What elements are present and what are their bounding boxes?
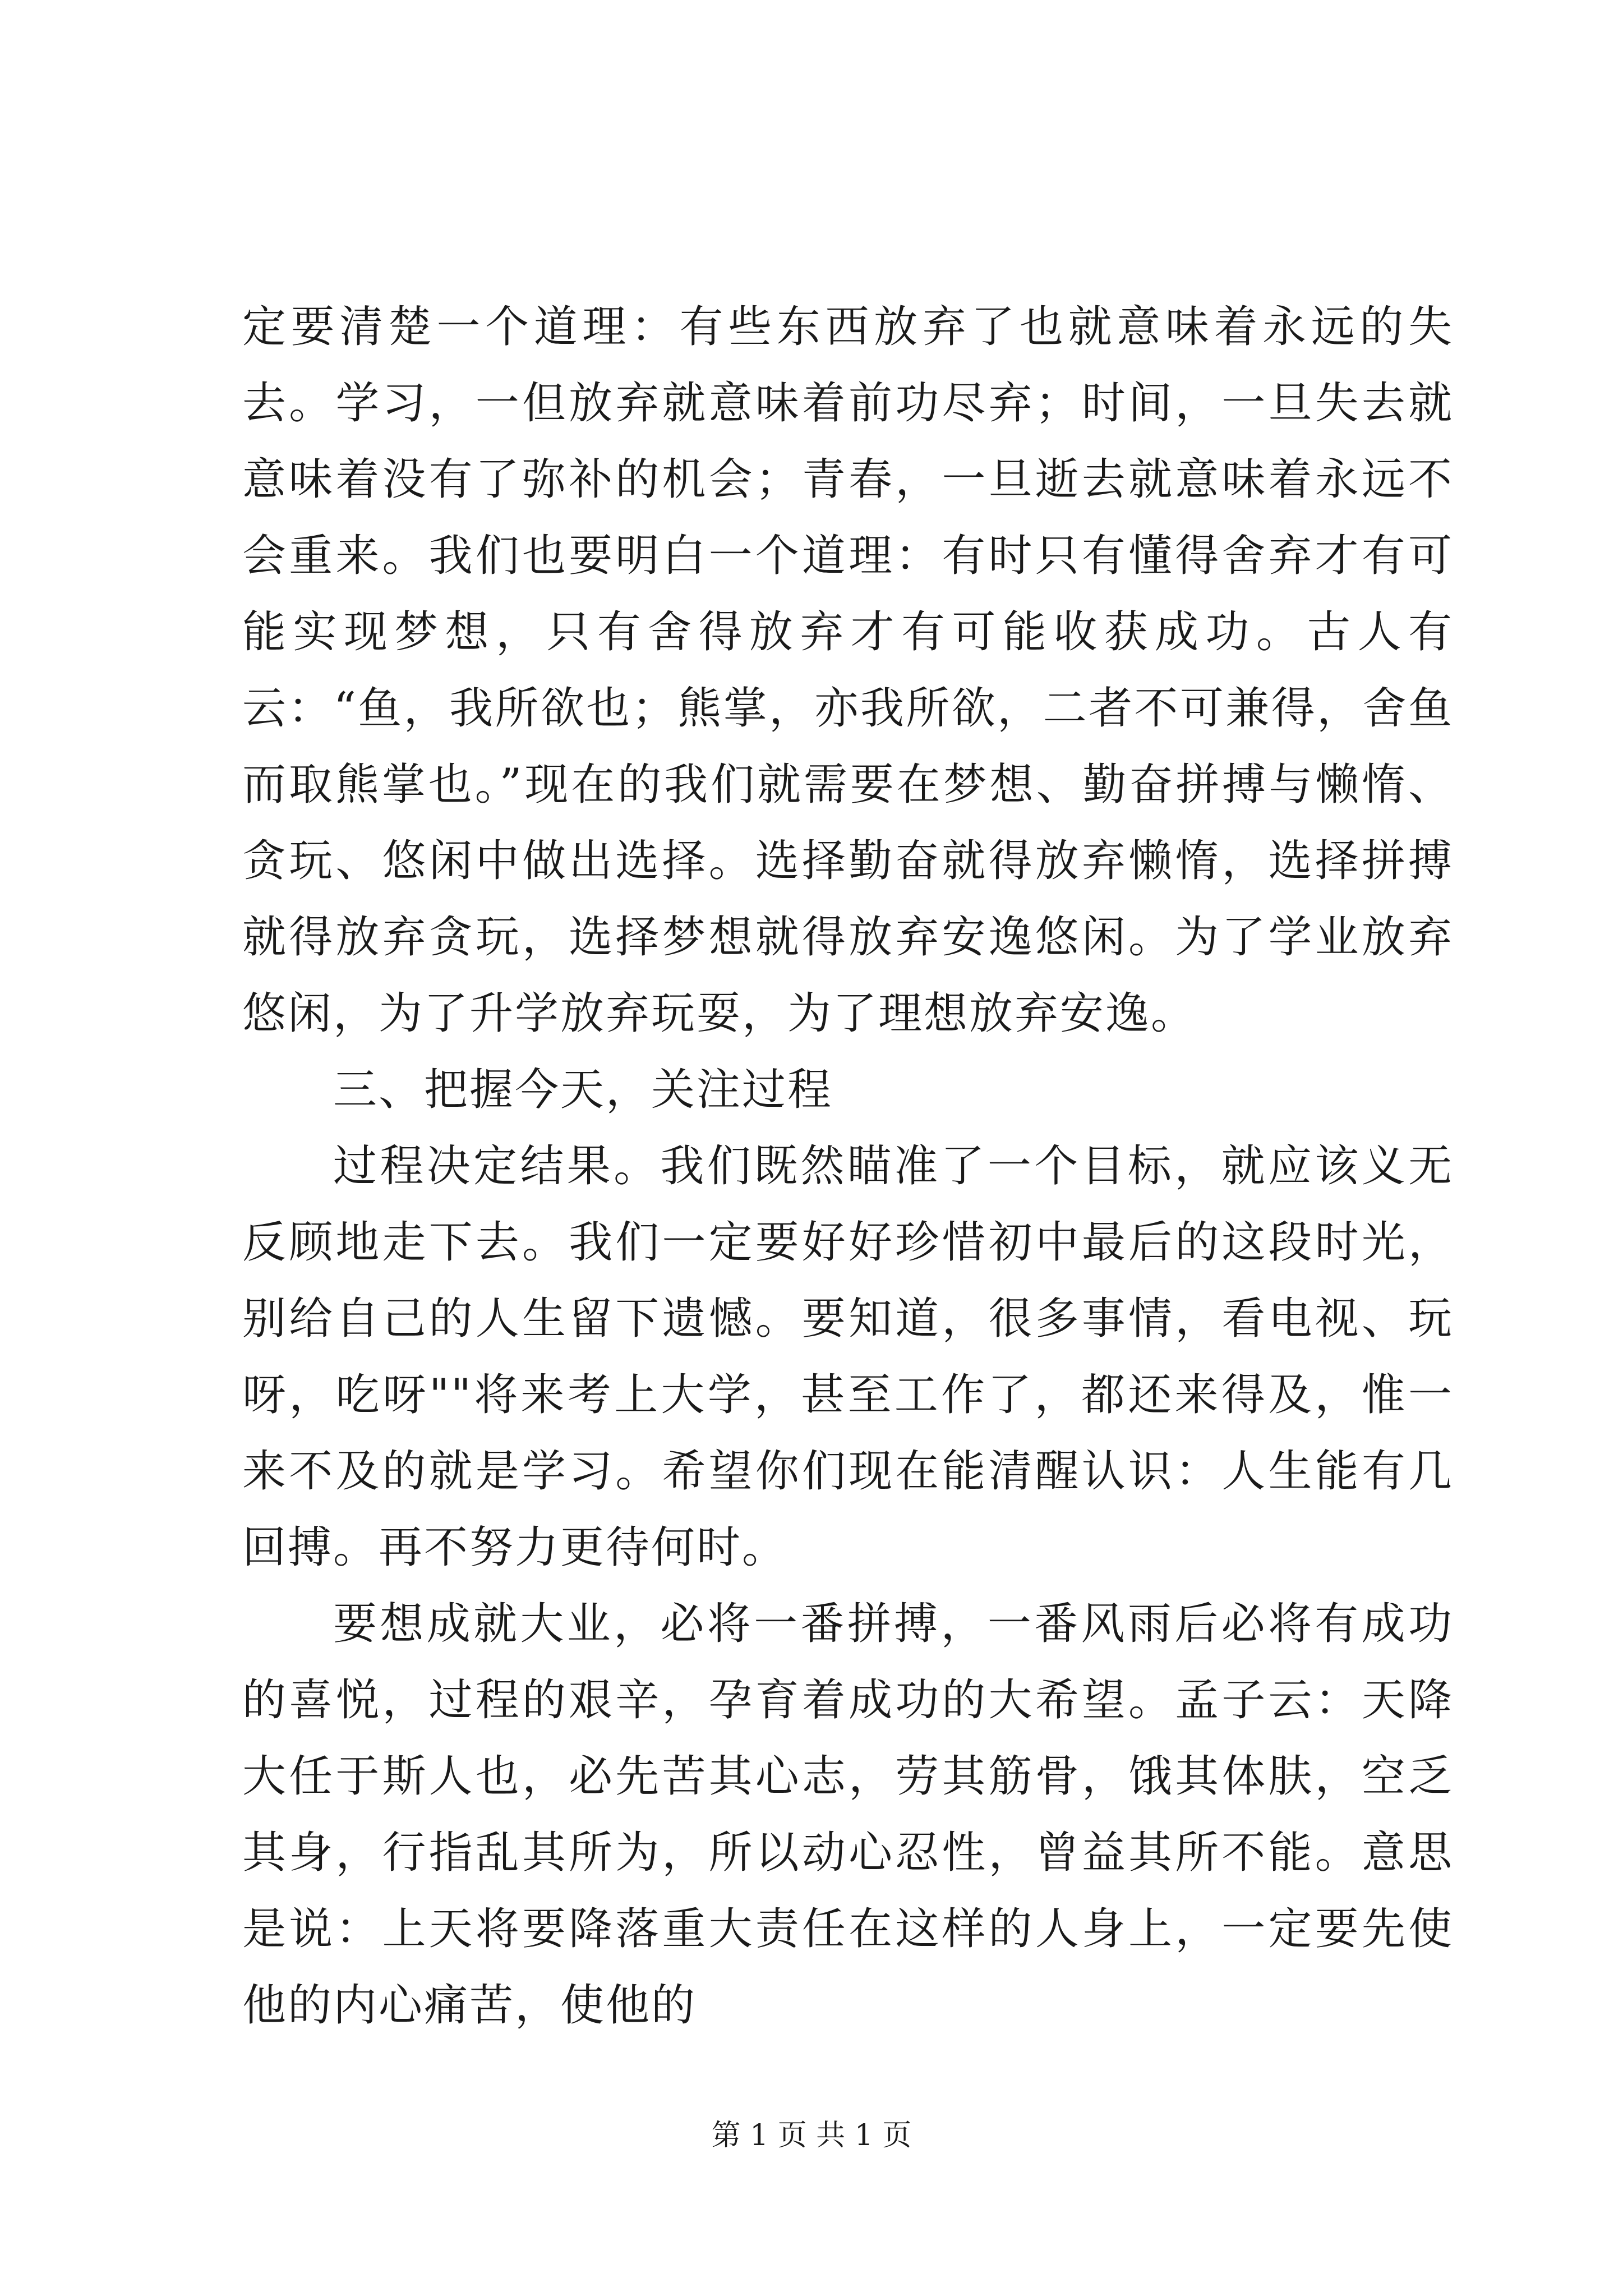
- page-number-footer: 第 1 页 共 1 页: [711, 2119, 912, 2152]
- section-heading: 三、把握今天，关注过程: [333, 1065, 833, 1115]
- paragraph: 过程决定结果。我们既然瞄准了一个目标，就应该义无反顾地走下去。我们一定要好好珍惜初中最后的这段时光，别给自己的人生留下遗憾。要知道，很多事情，看电视、玩呀，吃呀""将来考上大学，甚至工作了，都还来得及，惟一来不及的就是学习。希望你们现在能清醒认识：人生能有几回搏。再不努力更待何时。: [242, 1141, 1454, 1573]
- paragraph: 要想成就大业，必将一番拼搏，一番风雨后必将有成功的喜悦，过程的艰辛，孕育着成功的大希望。孟子云：天降大任于斯人也，必先苦其心志，劳其筋骨，饿其体肤，空乏其身，行指乱其所为，所以动心忍性，曾益其所不能。意思是说：上天将要降落重大责任在这样的人身上，一定要先使他的内心痛苦，使他的: [242, 1599, 1454, 2031]
- paragraph-continuation: 定要清楚一个道理：有些东西放弃了也就意味着永远的失去。学习，一但放弃就意味着前功尽弃；时间，一旦失去就意味着没有了弥补的机会；青春，一旦逝去就意味着永远不会重来。我们也要明白一个道理：有时只有懂得舍弃才有可能实现梦想，只有舍得放弃才有可能收获成功。古人有云：“鱼，我所欲也；熊掌，亦我所欲，二者不可兼得，舍鱼而取熊掌也。”现在的我们就需要在梦想、勤奋拼搏与懒惰、贪玩、悠闲中做出选择。选择勤奋就得放弃懒惰，选择拼搏就得放弃贪玩，选择梦想就得放弃安逸悠闲。为了学业放弃悠闲，为了升学放弃玩耍，为了理想放弃安逸。: [242, 302, 1454, 1039]
- document-body: [242, 289, 1454, 2044]
